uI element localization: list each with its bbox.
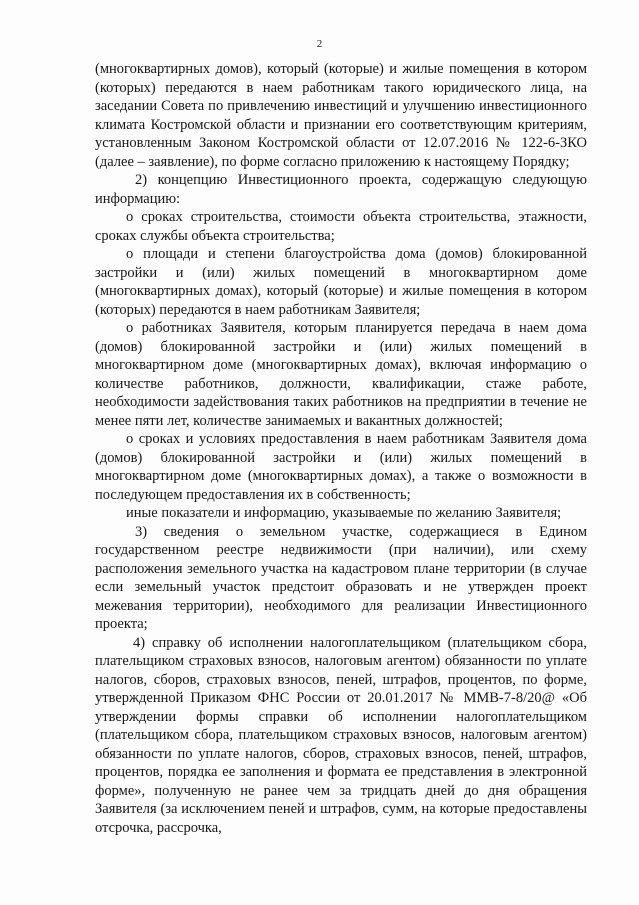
paragraph-item-3: 3) сведения о земельном участке, содержащиеся в Едином государственном реестре недвижимости (при наличии), или схему расположения земельного участка на кадастровом плане территории (в случае если земельный участок предстоит образовать и не утвержден проект межевания территории), необходимого для реализации Инвестиционного проекта;: [95, 523, 587, 632]
paragraph-subitem-construction: о сроках строительства, стоимости объекта строительства, этажности, сроках службы объекта строительства;: [95, 209, 587, 244]
paragraph-item-4: 4) справку об исполнении налогоплательщиком (плательщиком сбора, плательщиком страховых взносов, налоговым агентом) обязанности по уплате налогов, сборов, страховых взносов, пеней, штрафов, процентов, по форме, утвержденной Приказом ФНС России от 20.01.2017 № ММВ-7-8/20@ «Об утверждении формы справки об исполнении налогоплательщиком (плательщиком сбора, плательщиком страховых взносов, налоговым агентом) обязанности по уплате налогов, сборов, страховых взносов, пеней, штрафов, процентов, порядка ее заполнения и формата ее представления в электронной форме», полученную не ранее чем за тридцать дней до дня обращения Заявителя (за исключением пеней и штрафов, сумм, на которые предоставлены отсрочка, рассрочка,: [95, 634, 587, 836]
page-number: 2: [316, 38, 323, 50]
paragraph-subitem-area: о площади и степени благоустройства дома (домов) блокированной застройки и (или) жилых помещений в многоквартирном доме (многоквартирных домах), который (которые) и жилые помещения в котором (которых) передаются в наем работникам Заявителя;: [95, 246, 587, 318]
document-body: [95, 60, 587, 837]
paragraph-subitem-workers: о работниках Заявителя, которым планируется передача в наем дома (домов) блокированной застройки и (или) жилых помещений в многоквартирном доме (многоквартирных домах), включая информацию о количестве работников, должности, квалификации, стаже работе, необходимости задействования таких работников на предприятии в течение не менее пяти лет, количестве занимаемых и вакантных должностей;: [95, 320, 587, 429]
paragraph-continuation: (многоквартирных домов), который (которые) и жилые помещения в котором (которых) передаются в наем работникам такого юридического лица, на заседании Совета по привлечению инвестиций и улучшению инвестиционного климата Костромской области и признании его соответствующим критериям, установленным Законом Костромской области от 12.07.2016 № 122-6-ЗКО (далее – заявление), по форме согласно приложению к настоящему Порядку;: [95, 61, 587, 170]
paragraph-subitem-other: иные показатели и информацию, указываемые по желанию Заявителя;: [126, 505, 562, 521]
paragraph-subitem-terms: о сроках и условиях предоставления в наем работникам Заявителя дома (домов) блокированной застройки и (или) жилых помещений в многоквартирном доме (многоквартирных домах), а также о возможности в последующем предоставления их в собственность;: [95, 431, 587, 503]
paragraph-item-2: 2) концепцию Инвестиционного проекта, содержащую следующую информацию:: [95, 172, 587, 207]
